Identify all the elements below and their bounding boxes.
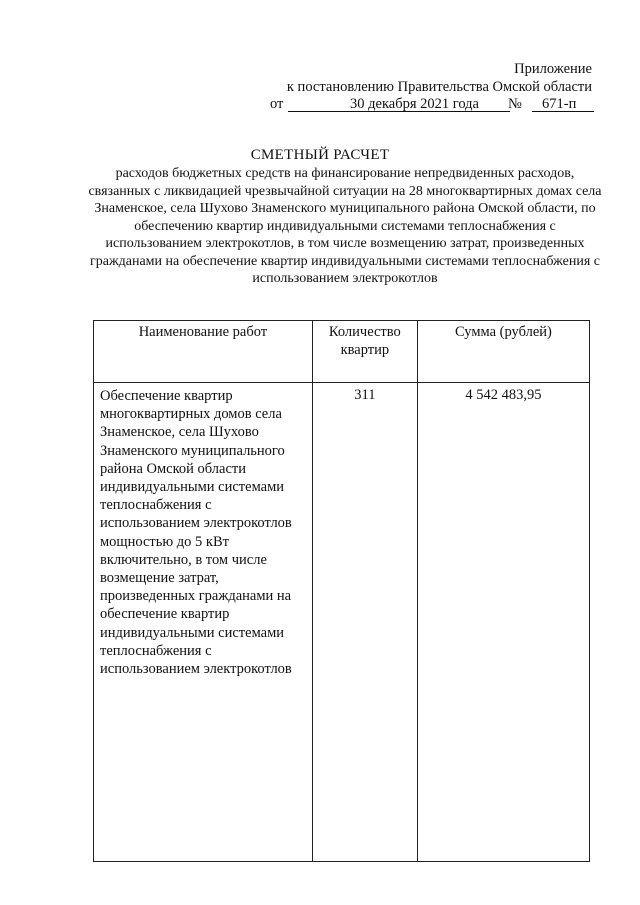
- document-title: СМЕТНЫЙ РАСЧЕТ: [250, 147, 390, 163]
- table-row: [94, 383, 590, 862]
- resolution-reference: к постановлению Правительства Омской области: [286, 79, 592, 95]
- quantity-cell: 311: [312, 383, 417, 862]
- work-name-cell: Обеспечение квартир многоквартирных домов села Знаменское, села Шухово Знаменского муниципального района Омской области индивидуальными системами теплоснабжения с использованием электрокотлов мощностью до 5 кВт включительно, в том числе возмещение затрат, произведенных гражданами на обеспечение квартир индивидуальными системами теплоснабжения с использованием электрокотлов: [94, 383, 313, 862]
- number-label: №: [508, 96, 522, 112]
- from-label: от: [270, 96, 284, 112]
- resolution-date: 30 декабря 2021 года: [350, 96, 479, 112]
- sum-cell: 4 542 483,95: [417, 383, 589, 862]
- header-name: Наименование работ: [94, 321, 313, 383]
- resolution-number: 671-п: [542, 96, 577, 112]
- header-sum: Сумма (рублей): [417, 321, 589, 383]
- appendix-label: Приложение: [514, 61, 592, 77]
- estimate-table: [93, 320, 590, 862]
- document-subtitle: расходов бюджетных средств на финансирование непредвиденных расходов, связанных с ликвидацией чрезвычайной ситуации на 28 многоквартирных домах села Знаменское, села Шухово Знаменского муниципального района Омской области, по обеспечению квартир индивидуальными системами теплоснабжения с использованием электрокотлов, в том числе возмещению затрат, произведенных гражданами на обеспечение квартир индивидуальными системами теплоснабжения с использованием электрокотлов: [88, 166, 602, 286]
- header-quantity: Количество квартир: [312, 321, 417, 383]
- table-header-row: [94, 321, 590, 383]
- appendix-header: [287, 60, 592, 96]
- resolution-date-number: [270, 96, 594, 114]
